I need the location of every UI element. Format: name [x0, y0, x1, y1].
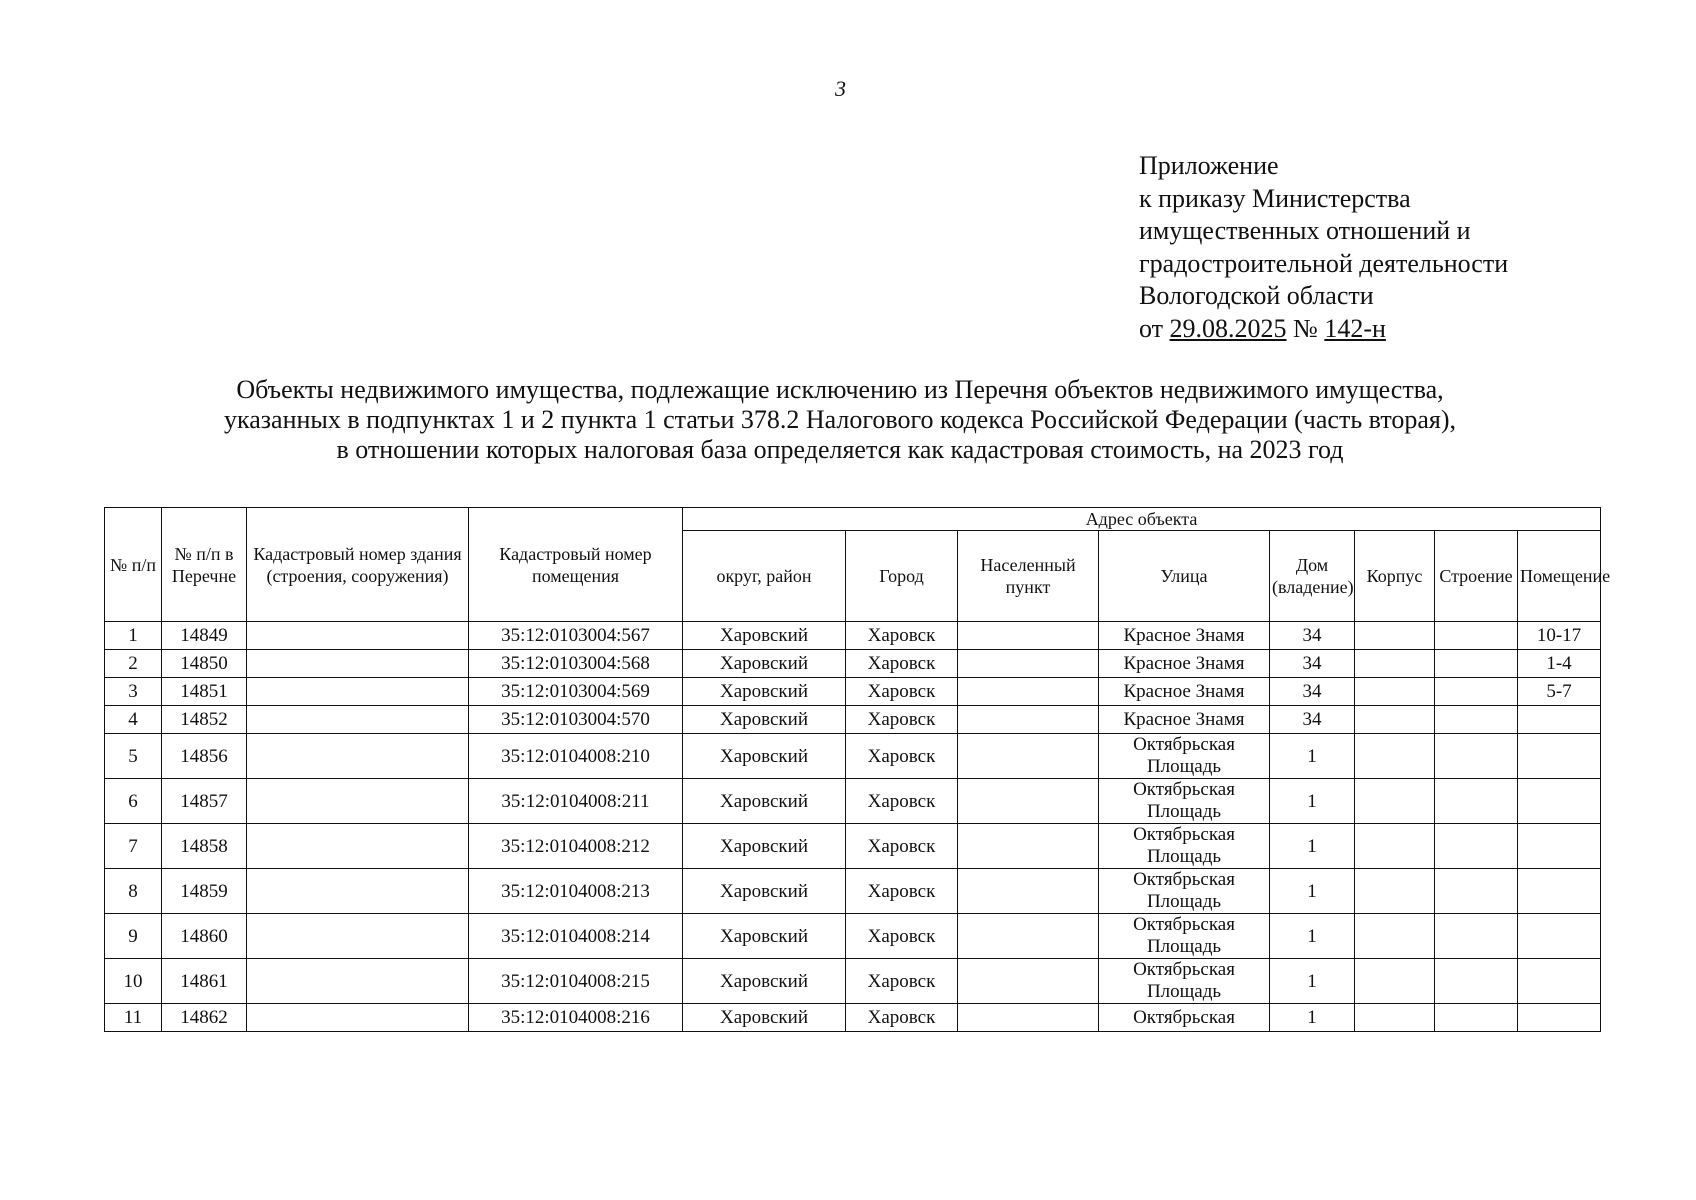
cell-row-number: 10 [105, 959, 162, 1004]
cell-list-number: 14849 [162, 622, 247, 650]
cell-stroenie [1435, 734, 1518, 779]
cell-stroenie [1435, 650, 1518, 678]
cell-row-number: 3 [105, 678, 162, 706]
cell-district: Харовский [683, 650, 846, 678]
cell-list-number: 14862 [162, 1004, 247, 1032]
cell-settlement [958, 1004, 1099, 1032]
cell-stroenie [1435, 706, 1518, 734]
cell-room [1518, 706, 1601, 734]
header-address-group: Адрес объекта [683, 508, 1601, 531]
cell-house: 1 [1270, 914, 1355, 959]
cell-building-cadastral [247, 1004, 469, 1032]
title-line: Объекты недвижимого имущества, подлежащие исключению из Перечня объектов недвижимого имущества, [236, 375, 1444, 404]
cell-street: Октябрьская Площадь [1099, 869, 1270, 914]
cell-street: Красное Знамя [1099, 706, 1270, 734]
header-korpus: Корпус [1355, 531, 1435, 622]
cell-district: Харовский [683, 869, 846, 914]
cell-house: 1 [1270, 869, 1355, 914]
cell-city: Харовск [846, 1004, 958, 1032]
cell-stroenie [1435, 914, 1518, 959]
cell-city: Харовск [846, 779, 958, 824]
cell-building-cadastral [247, 779, 469, 824]
table-row [105, 706, 1601, 734]
cell-settlement [958, 824, 1099, 869]
cell-korpus [1355, 914, 1435, 959]
table-row [105, 869, 1601, 914]
cell-room-cadastral: 35:12:0103004:567 [469, 622, 683, 650]
cell-district: Харовский [683, 959, 846, 1004]
cell-settlement [958, 869, 1099, 914]
cell-district: Харовский [683, 678, 846, 706]
order-number: 142-н [1324, 313, 1386, 343]
number-sign: № [1293, 313, 1318, 343]
cell-list-number: 14851 [162, 678, 247, 706]
table-row [105, 1004, 1601, 1032]
appendix-block [1139, 150, 1508, 345]
cell-stroenie [1435, 824, 1518, 869]
cell-list-number: 14850 [162, 650, 247, 678]
table-row [105, 959, 1601, 1004]
cell-korpus [1355, 622, 1435, 650]
cell-list-number: 14858 [162, 824, 247, 869]
cell-city: Харовск [846, 622, 958, 650]
cell-district: Харовский [683, 734, 846, 779]
cell-row-number: 7 [105, 824, 162, 869]
document-title [100, 375, 1580, 465]
cell-row-number: 9 [105, 914, 162, 959]
cell-room [1518, 1004, 1601, 1032]
cell-house: 1 [1270, 959, 1355, 1004]
cell-korpus [1355, 650, 1435, 678]
cell-house: 34 [1270, 622, 1355, 650]
cell-korpus [1355, 678, 1435, 706]
cell-city: Харовск [846, 824, 958, 869]
cell-street: Красное Знамя [1099, 650, 1270, 678]
cell-settlement [958, 678, 1099, 706]
cell-building-cadastral [247, 622, 469, 650]
cell-room: 1-4 [1518, 650, 1601, 678]
cell-stroenie [1435, 1004, 1518, 1032]
header-stroenie: Строение [1435, 531, 1518, 622]
header-num: № п/п [105, 508, 162, 622]
table-row [105, 824, 1601, 869]
header-street: Улица [1099, 531, 1270, 622]
cell-city: Харовск [846, 869, 958, 914]
cell-street: Октябрьская Площадь [1099, 779, 1270, 824]
cell-list-number: 14857 [162, 779, 247, 824]
cell-room-cadastral: 35:12:0104008:212 [469, 824, 683, 869]
table-row [105, 914, 1601, 959]
cell-room-cadastral: 35:12:0104008:215 [469, 959, 683, 1004]
cell-house: 1 [1270, 824, 1355, 869]
appendix-line: имущественных отношений и [1139, 216, 1471, 245]
cell-room: 5-7 [1518, 678, 1601, 706]
table-row [105, 734, 1601, 779]
header-room: Помещение [1518, 531, 1601, 622]
cell-district: Харовский [683, 914, 846, 959]
cell-stroenie [1435, 622, 1518, 650]
table-row [105, 622, 1601, 650]
header-city: Город [846, 531, 958, 622]
cell-row-number: 8 [105, 869, 162, 914]
cell-room-cadastral: 35:12:0104008:210 [469, 734, 683, 779]
cell-settlement [958, 706, 1099, 734]
cell-house: 34 [1270, 706, 1355, 734]
cell-room [1518, 914, 1601, 959]
cell-korpus [1355, 779, 1435, 824]
cell-row-number: 6 [105, 779, 162, 824]
cell-district: Харовский [683, 1004, 846, 1032]
cell-stroenie [1435, 678, 1518, 706]
cell-street: Октябрьская [1099, 1004, 1270, 1032]
cell-district: Харовский [683, 706, 846, 734]
cell-room [1518, 869, 1601, 914]
cell-building-cadastral [247, 706, 469, 734]
cell-room [1518, 959, 1601, 1004]
cell-korpus [1355, 706, 1435, 734]
cell-building-cadastral [247, 650, 469, 678]
table-row [105, 779, 1601, 824]
cell-house: 1 [1270, 734, 1355, 779]
cell-district: Харовский [683, 779, 846, 824]
page-number: 3 [835, 76, 846, 101]
cell-korpus [1355, 959, 1435, 1004]
cell-korpus [1355, 1004, 1435, 1032]
title-line: в отношении которых налоговая база определяется как кадастровая стоимость, на 2023 год [336, 435, 1344, 464]
cell-row-number: 4 [105, 706, 162, 734]
cell-settlement [958, 650, 1099, 678]
cell-stroenie [1435, 869, 1518, 914]
cell-building-cadastral [247, 959, 469, 1004]
cell-building-cadastral [247, 869, 469, 914]
order-date: 29.08.2025 [1169, 313, 1287, 343]
cell-stroenie [1435, 779, 1518, 824]
cell-city: Харовск [846, 914, 958, 959]
table-row [105, 678, 1601, 706]
title-line: указанных в подпунктах 1 и 2 пункта 1 статьи 378.2 Налогового кодекса Российской Федерации (часть вторая), [224, 405, 1456, 434]
cell-list-number: 14861 [162, 959, 247, 1004]
cell-list-number: 14852 [162, 706, 247, 734]
cell-city: Харовск [846, 706, 958, 734]
cell-room-cadastral: 35:12:0104008:213 [469, 869, 683, 914]
cell-street: Красное Знамя [1099, 678, 1270, 706]
cell-row-number: 5 [105, 734, 162, 779]
cell-korpus [1355, 869, 1435, 914]
cell-city: Харовск [846, 650, 958, 678]
cell-street: Октябрьская Площадь [1099, 959, 1270, 1004]
cell-room-cadastral: 35:12:0103004:568 [469, 650, 683, 678]
cell-room-cadastral: 35:12:0104008:216 [469, 1004, 683, 1032]
cell-street: Красное Знамя [1099, 622, 1270, 650]
cell-row-number: 2 [105, 650, 162, 678]
cell-room-cadastral: 35:12:0104008:214 [469, 914, 683, 959]
cell-settlement [958, 734, 1099, 779]
cell-city: Харовск [846, 678, 958, 706]
appendix-line: Вологодской области [1139, 281, 1374, 310]
cell-settlement [958, 779, 1099, 824]
header-list-num: № п/п в Перечне [162, 508, 247, 622]
cell-stroenie [1435, 959, 1518, 1004]
cell-building-cadastral [247, 678, 469, 706]
appendix-line: Приложение [1139, 151, 1279, 180]
header-building-cadastral: Кадастровый номер здания (строения, сооружения) [247, 508, 469, 622]
cell-settlement [958, 622, 1099, 650]
cell-house: 34 [1270, 650, 1355, 678]
cell-city: Харовск [846, 734, 958, 779]
header-house: Дом (владение) [1270, 531, 1355, 622]
cell-settlement [958, 914, 1099, 959]
cell-room-cadastral: 35:12:0103004:570 [469, 706, 683, 734]
property-table [104, 507, 1611, 1032]
cell-street: Октябрьская Площадь [1099, 824, 1270, 869]
cell-settlement [958, 959, 1099, 1004]
cell-room [1518, 779, 1601, 824]
appendix-line: градостроительной деятельности [1139, 248, 1509, 278]
cell-building-cadastral [247, 734, 469, 779]
cell-house: 34 [1270, 678, 1355, 706]
appendix-line: к приказу Министерства [1139, 183, 1411, 213]
cell-room-cadastral: 35:12:0103004:569 [469, 678, 683, 706]
cell-district: Харовский [683, 824, 846, 869]
cell-room: 10-17 [1518, 622, 1601, 650]
cell-street: Октябрьская Площадь [1099, 914, 1270, 959]
cell-room [1518, 824, 1601, 869]
table-body [105, 622, 1601, 1032]
cell-room [1518, 734, 1601, 779]
cell-building-cadastral [247, 824, 469, 869]
cell-row-number: 1 [105, 622, 162, 650]
cell-room-cadastral: 35:12:0104008:211 [469, 779, 683, 824]
date-prefix: от [1139, 313, 1164, 343]
appendix-date-line [1139, 313, 1508, 346]
cell-list-number: 14860 [162, 914, 247, 959]
cell-house: 1 [1270, 779, 1355, 824]
cell-row-number: 11 [105, 1004, 162, 1032]
table-row [105, 650, 1601, 678]
cell-korpus [1355, 734, 1435, 779]
cell-list-number: 14856 [162, 734, 247, 779]
cell-house: 1 [1270, 1004, 1355, 1032]
cell-building-cadastral [247, 914, 469, 959]
cell-district: Харовский [683, 622, 846, 650]
header-settlement: Населенный пункт [958, 531, 1099, 622]
header-room-cadastral: Кадастровый номер помещения [469, 508, 683, 622]
cell-korpus [1355, 824, 1435, 869]
cell-street: Октябрьская Площадь [1099, 734, 1270, 779]
cell-city: Харовск [846, 959, 958, 1004]
header-district: округ, район [683, 531, 846, 622]
cell-list-number: 14859 [162, 869, 247, 914]
